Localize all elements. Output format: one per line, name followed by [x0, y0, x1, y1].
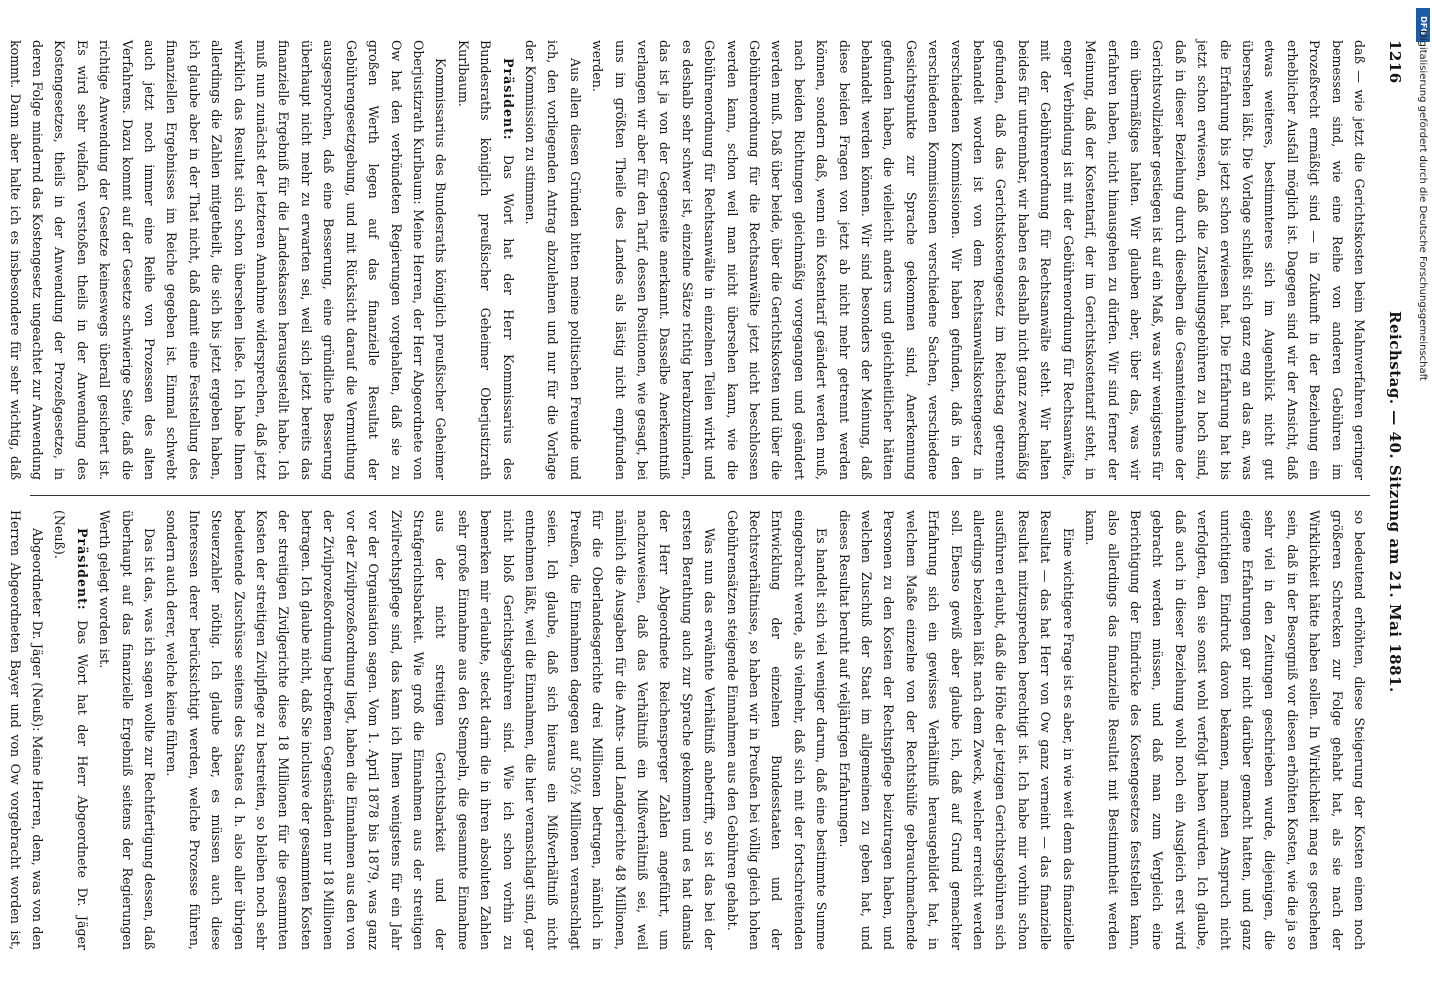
paragraph: daß — wie jetzt die Gerichtskosten beim Mahnverfahren geringer bemessen sind, wie eine Reihe von anderen Gebühren im Prozeßrecht ermäßigt sind — in Zukunft in der Beziehung ein erheblicher Ausfall möglich ist. Dagegen sind wir der Ansicht, daß etwas weiteres, bestimmteres sich im Augenblick nicht gut übersehen läßt. Die Vorlage schließt sich ganz eng an das an, was die Erfahrung bis jetzt schon erwiesen hat. Die Erfahrung hat bis jetzt schon erwiesen, daß die Zustellungsgebühren zu hoch sind, daß in dieser Beziehung durch dieselben die Gesamteinnahme der Gerichtsvollzieher gestiegen ist auf ein Maß, was wir wenigstens für ein übermäßiges halten. Wir glauben aber, über das, was wir erfahren haben, nicht hinausgehen zu dürfen. Wir sind ferner der Meinung, daß der Kostentarif, der im Gerichtskostentarif steht, in enger Verbindung ist mit der Gebührenordnung für Rechtsanwälte, mit der Gebührenordnung für Rechtsanwälte steht. Wir halten beides für untrennbar, wir haben es deshalb nicht ganz zweckmäßig gefunden, daß das Gerichtskostengesetz im Reichstag getrennt behandelt worden ist von dem Rechtsanwaltskostengesetz in verschiedenen Kommissionen. Wir haben gefunden, daß in den verschiedenen Kommissionen verschiedene Sachen, verschiedene Gesichtspunkte zur Sprache gekommen sind, Anerkennung gefunden haben, die vielleicht anders und gleichheitlicher hätten behandelt werden können. Wir sind besonders der Meinung, daß diese beiden Fragen von jetzt ab nicht mehr getrennt werden können, sondern daß, wenn ein Kostentarif geändert werden muß, nach beiden Richtungen gleichmäßig vorgegangen und geändert werden muß. Daß über beide, über die Gerichtskosten und über die Gebührenordnung für die Rechtsanwälte jetzt nicht beschlossen werden kann, schon weil man nicht übersehen kann, wie die Gebührenordnung für Rechtsanwälte in einzelnen Teilen wirkt und es deshalb sehr schwer ist, einzelne Sätze richtig herabzumindern, das ist ja von der Gegenseite anerkannt. Dasselbe Anerkenntniß verlangen wir aber für den Tarif, dessen Positionen, wie gesagt, bei uns im größten Theile des Landes als lästig nicht empfunden werden. — [590, 40, 1367, 480]
column-divider — [30, 495, 1370, 496]
left-column — [7, 40, 1370, 480]
paragraph-text: Das Wort hat der Herr Abgeordnete Dr. Jäger (Neuß). — [52, 510, 90, 950]
paragraph: Kommissarius des Bundesraths königlich preußischer Geheimer Oberjustizrath Kurlbaum: Meine Herren, der Herr Abgeordnete von Ow hat den verbündeten Regierungen vorgehalten, daß sie zu großen Werth legen auf das finanzielle Resultat der Gebührengesetzgebung, und mit Rücksicht darauf die Vermuthung ausgesprochen, daß eine Besserung, eine gründliche Besserung überhaupt nicht mehr zu erwarten sei, weil sich jetzt bereits das finanzielle Ergebniß für die Landeskassen herausgestellt habe. Ich muß nun zunächst der letzteren Annahme widersprechen, daß jetzt wirklich das Resultat sich schon übersehen ließe. Ich habe Ihnen allerdings die Zahlen mitgetheilt, die sich bis jetzt ergeben haben, ich glaube aber in der That nicht, daß damit eine Feststellung des finanziellen Ergebnisses im Reiche gegeben ist. Einmal schwebt auch jetzt noch immer eine Reihe von Prozessen des alten Verfahrens. Dazu kommt auf der Gesetze schwierige Seite, daß die richtige Anwendung der Gesetze keineswegs überall gesichert ist. Es wird sehr vielfach verstoßen theils in der Anwendung des Kostengesetzes, theils in der Anwendung der Prozeßgesetze, in deren Folge mindernd das Kostengesetz ungeachtet zur Anwendung kommt. Dann aber halte ich es insbesondere für sehr wichtig, daß — [7, 40, 449, 480]
digitization-notice: Digitalisierung gefördert durch die Deutsche Forschungsgemeinschaft — [1417, 30, 1428, 381]
paragraph: Was nun das erwähnte Verhältniß anbetrifft, so ist das bei der ersten Berathung auch zur Sprache gekommen und es hat damals der Herr Abgeordnete Reichensperger Zahlen angeführt, um nachzuweisen, daß das Verhältniß ein Mißverhältniß sei, weil nämlich die Ausgaben für die Amts- und Landgerichte 48 Millionen, für die Oberlandesgerichte drei Millionen betrugen, nämlich in Preußen, die Einnahmen dagegen auf 50½ Millionen veranschlagt seien. Ich glaube, daß sich hieraus ein Mißverhältniß nicht entnehmen läßt, weil die Einnahmen, die hier veranschlagt sind, gar nicht bloß Gerichtsgebühren sind. Wie ich schon vorhin zu bemerken mir erlaubte, steckt darin die in ihren absoluten Zahlen sehr große Einnahme aus den Stempeln, die gesammte Einnahme aus der nicht streitigen Gerichtsbarkeit und der Strafgerichtsbarkeit. Wie groß die Einnahmen aus der streitigen Zivilrechtspflege sind, das kann ich Ihnen wenigstens für ein Jahr vor der Organisation sagen. Vom 1. April 1878 bis 1879, was ganz vor der Zivilprozeßordnung liegt, haben die Einnahmen aus den von der Zivilprozeßordnung betroffenen Gegenständen nur 18 Millionen betragen. Ich glaube nicht, daß Sie inclusive der gesammten Kosten der streitigen Zivilgerichte diese 18 Millionen für die gesammten Kosten der streitigen Zivilpflege zu bestreiten, so bleiben noch sehr bedeutende Zuschüsse seitens des Staates d. h. also aller übrigen Steuerzahler nöthig. Ich glaube aber, es müssen auch diese Interessen derer berücksichtigt werden, welche Prozesse führen, sondern auch derer, welche keine führen. — [164, 510, 718, 950]
paragraph: so bedeutend erhöhten, diese Steigerung der Kosten einen noch größeren Schrecken zur Folge gehabt hat, als sie nach der Wirklichkeit hätte haben sollen. In Wirklichkeit mag es geschehen sein, daß in der Besorgniß vor diesen erhöhten Kosten, wie die ja so sehr viel in den Zeitungen geschrieben wurde, diejenigen, die eigene Erfahrungen gar nicht darüber gemacht hatten, und ganz unrichtigen Eindruck davon bekamen, manchen Anspruch nicht verfolgten, den sie sonst wohl verfolgt haben würden. Ich glaube, daß auch in dieser Beziehung wohl noch ein Ausgleich erst wird gebracht werden müssen, und daß man zum Vergleich eine Berichtigung der Eindrücke des Kostengesetzes feststellen kann, also allerdings das finanzielle Resultat mit Bestimmtheit werden kann. — [1083, 510, 1367, 950]
right-column — [7, 510, 1370, 950]
paragraph: Aus allen diesen Gründen bitten meine politischen Freunde und ich, den vorliegenden Antrag abzulehnen und nur für die Vorlage der Kommission zu stimmen. — [522, 40, 583, 480]
speaker-label: Präsident: — [500, 58, 516, 141]
paragraph: Es handelt sich viel weniger darum, daß eine bestimmte Summe eingebracht werde, als vielmehr, daß sich mit der fortschreitenden Entwicklung der einzelnen Bundesstaaten und der Rechtsverhältnisse, so haben wir in Preußen bei völlig gleich hohen Gebührensätzen steigende Einnahmen aus den Gebühren gehabt. — [724, 510, 830, 950]
page-number: 1216 — [1386, 40, 1404, 84]
speaker-label: Präsident: — [74, 528, 90, 611]
paragraph — [48, 510, 93, 950]
paragraph: Eine wichtigere Frage ist es aber, in wie weit denn das finanzielle Resultat — das hat Herr von Ow ganz verneint — das finanzielle Resultat mitzusprechen berechtigt ist. Ich habe mir vorhin schon ausführen erlaubt, daß die Höhe der jetzigen Gerichtsgebühren sich allerdings beziehen läßt nach dem Zweck, welcher erreicht werden soll. Ebenso gewiß aber glaube ich, daß auf Grund gemachter Erfahrung sich ein gewisses Verhältniß herausgebildet hat, in welchem Maße einzelne von der Rechtshülfe gebrauchmachende Personen zu den Kosten der Rechtspflege beizutragen haben, und welchen Zuschuß der Staat im allgemeinen zu geben hat, und dieses Resultat beruht auf vieljährigen Erfahrungen. — [836, 510, 1076, 950]
page-header — [1380, 40, 1410, 960]
paragraph: Das ist das, was ich sagen wollte zur Rechtfertigung dessen, daß überhaupt auf das finanzielle Ergebniß seitens der Regierungen Werth gelegt worden ist. — [97, 510, 158, 950]
paragraph-text: Das Wort hat der Herr Kommissarius des Bundesraths königlich preußischer Geheimer Oberjustizrath Kurlbaum. — [455, 40, 516, 480]
dfg-logo-text: DFG — [1418, 15, 1428, 35]
paragraph — [451, 40, 518, 480]
rotated-page-content — [7, 40, 1410, 960]
paragraph: Abgeordneter Dr. Jäger (Neuß): Meine Herren, dem, was von den Herren Abgeordneten Bayer und von Ow vorgebracht worden ist, — [7, 510, 46, 950]
page-title: Reichstag. — 40. Sitzung am 21. Mai 1881. — [1386, 311, 1404, 693]
